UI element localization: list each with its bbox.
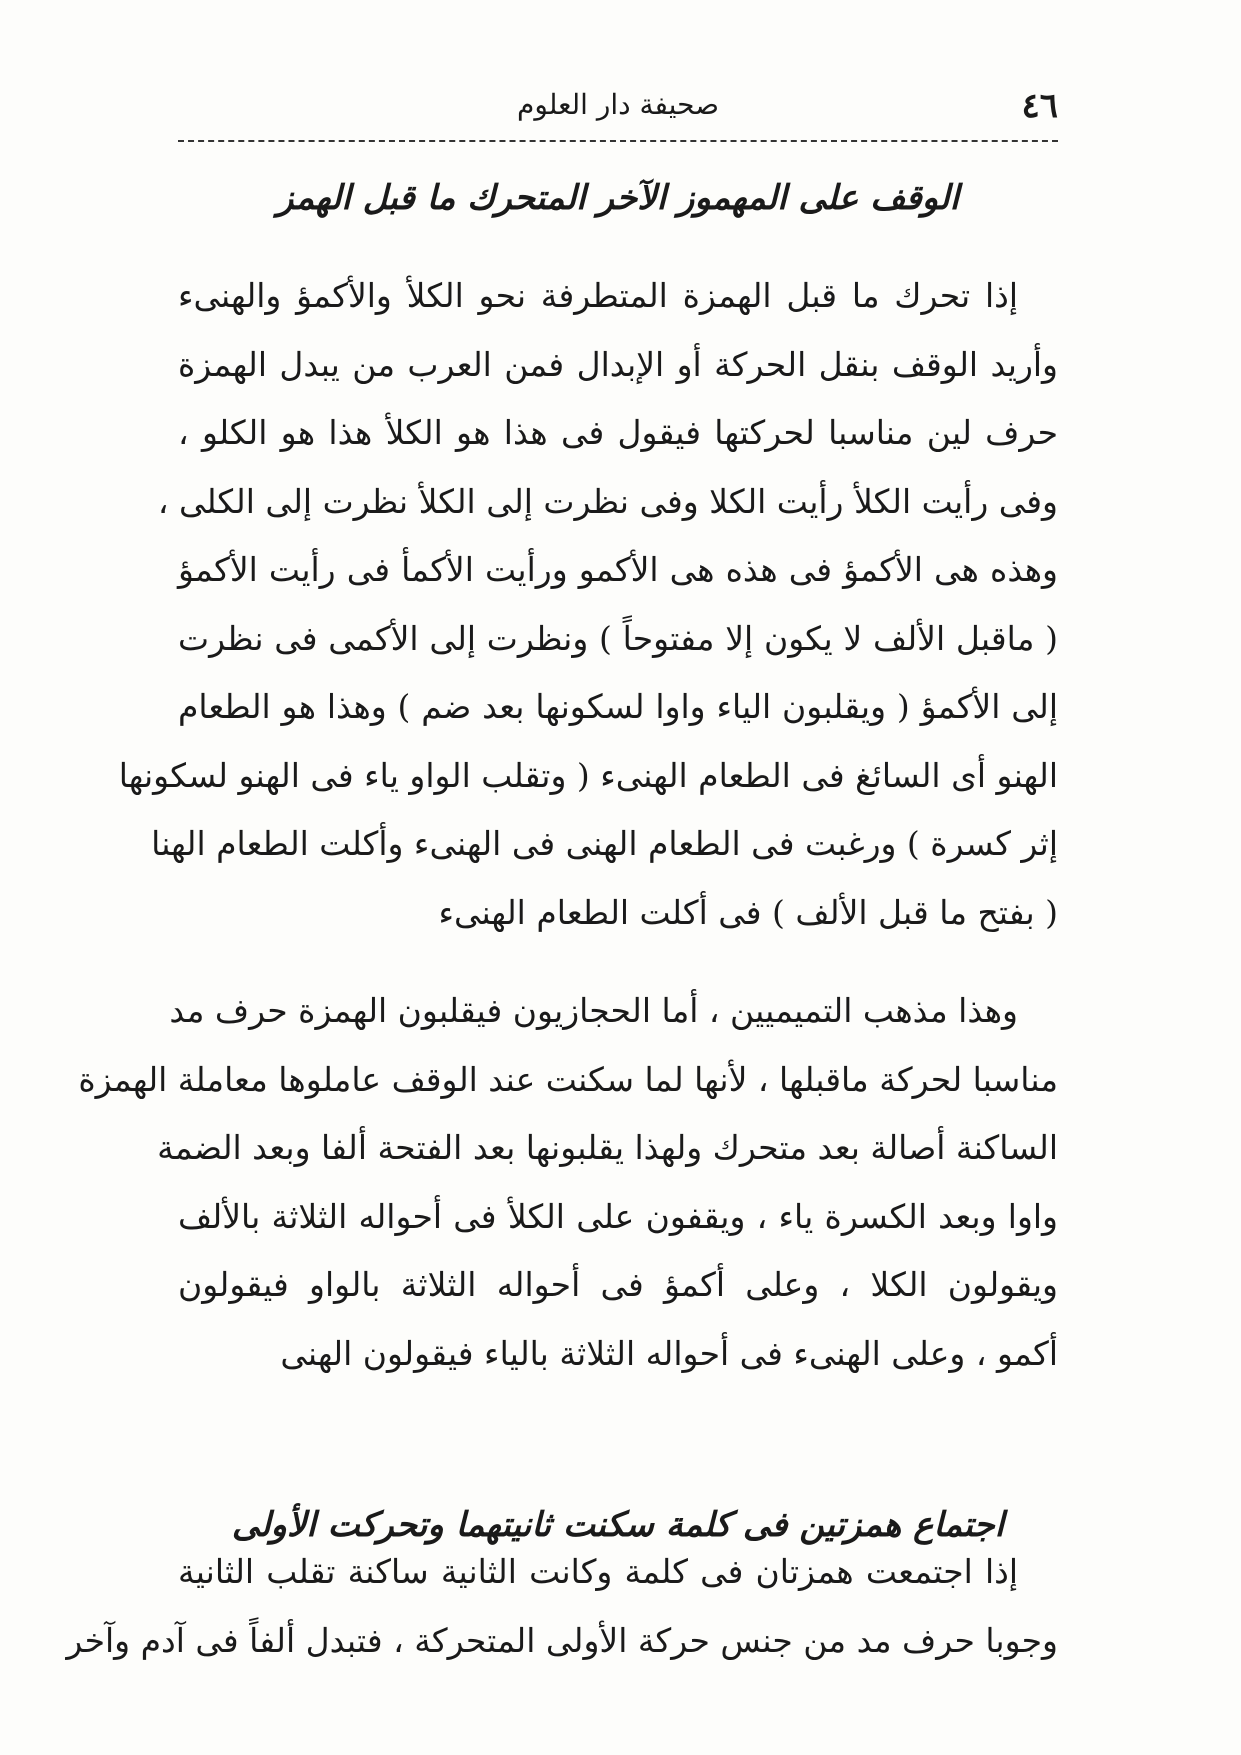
header-divider xyxy=(178,140,1058,142)
text-line: أكمو ، وعلى الهنىء فى أحواله الثلاثة بالياء فيقولون الهنى xyxy=(280,1333,1058,1373)
text-line: واوا وبعد الكسرة ياء ، ويقفون على الكلأ فى أحواله الثلاثة بالألف xyxy=(178,1196,1058,1236)
text-line: وهذا مذهب التميميين ، أما الحجازيون فيقلبون الهمزة حرف مد xyxy=(169,991,1018,1030)
text-line: وهذه هى الأكمؤ فى هذه هى الأكمو ورأيت الأكمأ فى رأيت الأكمؤ xyxy=(178,550,1058,589)
text-line: مناسبا لحركة ماقبلها ، لأنها لما سكنت عند الوقف عاملوها معاملة الهمزة xyxy=(78,1059,1058,1099)
text-line: الساكنة أصالة بعد متحرك ولهذا يقلبونها بعد الفتحة ألفا وبعد الضمة xyxy=(157,1128,1058,1167)
section-heading: اجتماع همزتين فى كلمة سكنت ثانيتهما وتحركت الأولى xyxy=(231,1505,1005,1545)
text-line: وأريد الوقف بنقل الحركة أو الإبدال فمن العرب من يبدل الهمزة xyxy=(178,344,1058,384)
text-line: ( بفتح ما قبل الألف ) فى أكلت الطعام الهنىء xyxy=(438,892,1058,932)
text-line: الهنو أى السائغ فى الطعام الهنىء ( وتقلب الواو ياء فى الهنو لسكونها xyxy=(118,755,1058,795)
text-line: إلى الأكمؤ ( ويقلبون الياء واوا لسكونها بعد ضم ) وهذا هو الطعام xyxy=(178,687,1058,726)
paragraph xyxy=(66,1538,1058,1675)
text-line: حرف لين مناسبا لحركتها فيقول فى هذا هو الكلأ هذا هو الكلو ، xyxy=(178,413,1058,452)
text-line: ويقولون الكلا ، وعلى أكمؤ فى أحواله الثلاثة بالواو فيقولون xyxy=(178,1265,1058,1304)
text-line: إذا تحرك ما قبل الهمزة المتطرفة نحو الكلأ والأكمؤ والهنىء xyxy=(178,276,1018,315)
text-line: وجوبا حرف مد من جنس حركة الأولى المتحركة ، فتبدل ألفاً فى آدم وآخر xyxy=(66,1620,1058,1660)
section-heading: الوقف على المهموز الآخر المتحرك ما قبل الهمز xyxy=(276,178,960,218)
text-line: إثر كسرة ) ورغبت فى الطعام الهنى فى الهنىء وأكلت الطعام الهنا xyxy=(151,824,1058,863)
text-line: ( ماقبل الألف لا يكون إلا مفتوحاً ) ونظرت إلى الأكمى فى نظرت xyxy=(178,618,1058,658)
text-line: إذا اجتمعت همزتان فى كلمة وكانت الثانية ساكنة تقلب الثانية xyxy=(178,1552,1018,1591)
paragraph xyxy=(78,977,1058,1388)
page-header xyxy=(178,80,1058,150)
text-line: وفى رأيت الكلأ رأيت الكلا وفى نظرت إلى الكلأ نظرت إلى الكلى ، xyxy=(157,481,1058,521)
journal-title: صحيفة دار العلوم xyxy=(517,88,719,121)
page-number: ٤٦ xyxy=(1021,86,1058,126)
paragraph xyxy=(118,262,1058,947)
